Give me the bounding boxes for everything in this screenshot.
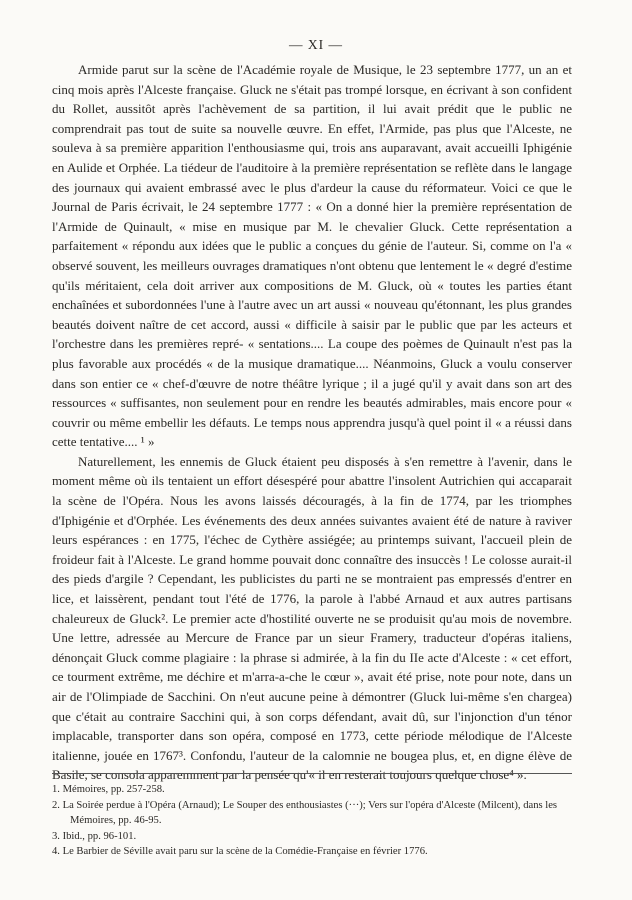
paragraph-armide: Armide parut sur la scène de l'Académie royale de Musique, le 23 septembre 1777, un an et cinq mois après l'Alceste française. Gluck ne s'était pas trompé lorsque, en écrivant à son confident du Rollet, aussitôt après l'achèvement de sa partition, il lui avait prédit que le public ne comprendrait pas tout de suite sa nouvelle œuvre. En effet, l'Armide, pas plus que l'Alceste, ne souleva à sa première apparition l'enthousiasme qui, trois ans auparavant, avait accueilli Iphigénie en Aulide et Orphée. La tiédeur de l'auditoire à la première représentation se reflète dans le langage des journaux qui avaient embrassé avec le plus d'ardeur la cause du réformateur. Voici ce que le Journal de Paris écrivait, le 24 septembre 1777 : « On a donné hier la première représentation de l'Armide de Quinault, « mise en musique par M. le chevalier Gluck. Cette représentation a parfaitement « répondu aux idées que le public a conçues du génie de l'auteur. Si, comme on l'a « observé souvent, les meilleurs ouvrages dramatiques n'ont obtenu que lentement le « degré d'estime qu'ils méritaient, cela doit arriver aux compositions de M. Gluck, où « toutes les parties étant enchaînées et subordonnées l'une à l'autre avec un art aussi « nouveau qu'étonnant, les plus grandes beautés doivent naître de cet accord, aussi « difficile à saisir par le public que par les acteurs et l'orchestre dans les premières repré- « sentations.... La coupe des poèmes de Quinault n'est pas la plus favorable aux procédés « de la musique dramatique.... Néanmoins, Gluck a voulu conserver dans son entier ce « chef-d'œuvre de notre théâtre lyrique ; il a jugé qu'il y avait dans son art des ressources « suffisantes, non seulement pour en rendre les beautés admirables, mais encore pour « couvrir ou même embellir les défauts. Le temps nous apprendra jusqu'à quel point il « a réussi dans cette tentative.... ¹ »	[52, 62, 572, 450]
main-text	[52, 60, 572, 785]
page-number: — XI —	[289, 37, 343, 52]
footnote-2: 2. La Soirée perdue à l'Opéra (Arnaud); Le Souper des enthousiastes (···); Vers sur l'opéra d'Alceste (Milcent), dans les Mémoires, pp. 46-95.	[52, 799, 558, 826]
footnote-1: 1. Mémoires, pp. 257-258.	[52, 784, 165, 795]
footnote-4: 4. Le Barbier de Séville avait paru sur la scène de la Comédie-Française en février 1776.	[52, 846, 428, 857]
footnote-3: 3. Ibid., pp. 96-101.	[52, 830, 137, 842]
footnotes	[52, 782, 572, 860]
footnote-divider	[52, 773, 572, 774]
paragraph-ennemis: Naturellement, les ennemis de Gluck étaient peu disposés à s'en remettre à l'avenir, dans le moment même où ils tentaient un effort désespéré pour abattre l'insolent Autrichien qui accaparait la scène de l'Opéra. Nous les avons laissés découragés, à la fin de 1774, par les triomphes d'Iphigénie et d'Orphée. Les événements des deux années suivantes avaient été de nature à raviver leurs espérances : en 1775, l'échec de Cythère assiégée; au printemps suivant, l'accueil plein de froideur fait à l'Alceste. Le grand homme pouvait donc connaître des insuccès ! Le colosse aurait-il des pieds d'argile ? Cependant, les publicistes du parti ne se montraient pas empressés d'entrer en lice, et laissèrent, pendant tout l'été de 1776, la parole à l'abbé Arnaud et aux autres partisans chaleureux de Gluck². Le premier acte d'hostilité ouverte ne se produisit qu'au mois de novembre. Une lettre, adressée au Mercure de France par un sieur Framery, traducteur d'opéras italiens, dénonçait Gluck comme plagiaire : la phrase si admirée, à la fin du IIe acte d'Alceste : « cet effort, ce tourment extrême, me déchire et m'arra-a-che le cœur », avait été prise, note pour note, dans un air de l'Olimpiade de Sacchini. On n'eut aucune peine à démontrer (Gluck lui-même s'en chargea) que c'était au contraire Sacchini qui, à son corps défendant, avait dû, sur l'injonction d'un ténor implacable, transporter dans son opéra, composé en 1773, cette période mélodique de l'Alceste italienne, jouée en 1767³. Confondu, l'auteur de la calomnie ne bougea plus, et, en digne élève de Basile, se consola apparemment par la pensée qu'« il en resterait toujours quelque chose⁴ ».	[52, 453, 572, 783]
